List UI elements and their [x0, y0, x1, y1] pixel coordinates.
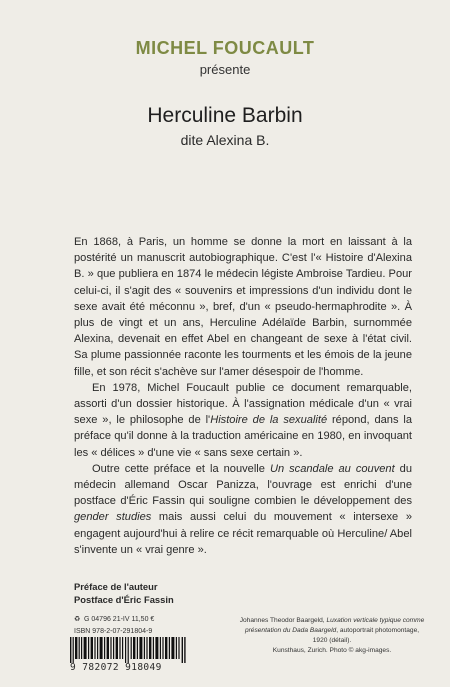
cover-image-credit — [238, 616, 426, 656]
artwork-title: Luxation verticale typique comme présentation du Dada Baargeld — [244, 617, 425, 634]
blurb-paragraph-3 — [74, 461, 412, 558]
reference-code: G 04796 21-IV 11,50 € — [84, 616, 155, 623]
blurb-text: mais aussi celui du mouvement « intersexe » engagent aujourd'hui à relire ce récit remarquable où Herculine/ Abel s'invente un « vrai genre ». — [74, 511, 412, 556]
blurb-text: Outre cette préface et la nouvelle — [92, 462, 270, 475]
barcode-digits: 9 782072 918049 — [70, 662, 162, 673]
presents-label: présente — [199, 62, 251, 77]
blurb-paragraph-2 — [74, 380, 412, 461]
caption-text: Kunsthaus, Zurich. Photo © akg-images. — [272, 647, 392, 654]
blurb-text: du médecin allemand Oscar Panizza, l'ouvrage est enrichi d'une postface d'Éric Fassin qui souligne combien le développement des — [74, 462, 413, 508]
blurb-paragraph-1: En 1868, à Paris, un homme se donne la mort en laissant à la postérité un manuscrit autobiographique. C'est l'« Histoire d'Alexina B. » que publiera en 1874 le médecin légiste Ambroise Tardieu. Pour celui-ci, il s'agit des « souvenirs et impressions d'un individu dont le sexe avait été méconnu », bref, d'un « pseudo-hermaphrodite ». À plus de vingt et un ans, Herculine Adélaïde Barbin, surnommée Alexina, devenait en effet Abel en changeant de sexe à l'état civil. Sa plume passionnée raconte les tourments et les émois de la jeune fille, et son récit s'achève sur l'amer désespoir de l'homme. — [74, 236, 412, 378]
reference-line — [74, 614, 234, 626]
blurb — [74, 234, 412, 558]
preface-credit: Préface de l'auteur — [74, 581, 158, 592]
novella-reference: Un scandale au couvent — [269, 462, 395, 475]
blurb-text: En 1978, Michel Foucault publie ce document remarquable, assorti d'un dossier historique. À l'assignation médicale d'un « vrai sexe », le philosophe de l' — [74, 381, 412, 427]
blurb-text: répond, dans la préface qu'il donne à la traduction américaine en 1980, en invoquant les « délices » d'une vie « sans sexe certain ». — [74, 414, 413, 459]
author-name: MICHEL FOUCAULT — [135, 38, 315, 58]
caption-text: , autoportrait photomontage, 1920 (détail). — [312, 627, 420, 644]
book-reference: Histoire de la sexualité — [210, 414, 328, 427]
credits — [74, 580, 374, 606]
book-subtitle: dite Alexina B. — [180, 132, 270, 148]
caption-text: Johannes Theodor Baargeld, — [239, 617, 327, 624]
gender-studies-term: gender studies — [74, 511, 152, 524]
book-title: Herculine Barbin — [147, 104, 303, 127]
postface-credit: Postface d'Éric Fassin — [74, 594, 174, 605]
barcode-image — [70, 637, 186, 663]
product-codes — [74, 614, 234, 638]
isbn-line: ISBN 978-2-07-291804-9 — [74, 628, 153, 635]
recycle-icon: ♻ — [74, 616, 81, 623]
